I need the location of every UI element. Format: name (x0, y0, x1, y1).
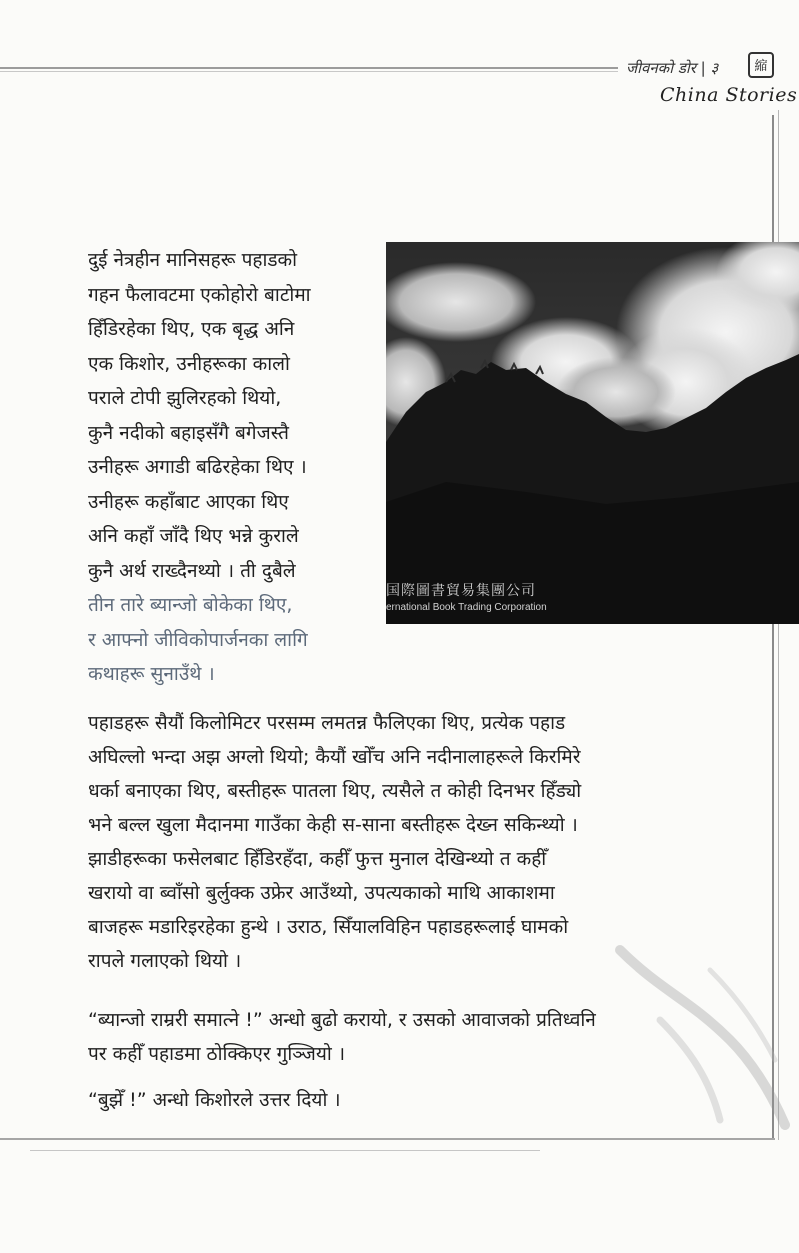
watermark-chinese: 国際圖書貿易集團公司 (386, 583, 536, 599)
text-line: उनीहरू अगाडी बढिरहेका थिए । (88, 456, 307, 478)
text-line: एक किशोर, उनीहरूका कालो (88, 352, 290, 375)
text-line: र आफ्नो जीविकोपार्जनका लागि (88, 628, 308, 651)
text-line: “बुझेँ !” अन्धो किशोरले उत्तर दियो । (88, 1089, 341, 1111)
text-line: पराले टोपी झुलिरहको थियो, (88, 387, 282, 409)
text-line: गहन फैलावटमा एकोहोरो बाटोमा (88, 283, 311, 306)
text-line: हिँडिरहेका थिए, एक बृद्ध अनि (88, 318, 295, 340)
header-rule (0, 67, 618, 69)
text-line: “ब्यान्जो राम्ररी समात्ने !” अन्धो बुढो करायो, र उसको आवाजको प्रतिध्वनि (88, 1009, 596, 1031)
header-rule-thin (0, 71, 618, 72)
ink-brush-decoration (600, 930, 790, 1130)
text-line: तीन तारे ब्यान्जो बोकेका थिए, (88, 594, 293, 616)
text-line: पर कहीँ पहाडमा ठोक्किएर गुञ्जियो । (88, 1043, 346, 1065)
text-line: अघिल्लो भन्दा अझ अग्लो थियो; कैयौं खोँच अनि नदीनालाहरूले किरमिरे (88, 746, 581, 768)
text-line: बाजहरू मडारिइरहेका हुन्थे । उराठ, सिँयालविहिन पहाडहरूलाई घामको (88, 916, 569, 938)
text-line: कथाहरू सुनाउँथे । (88, 663, 215, 685)
seal-logo: 縮 (748, 52, 774, 78)
text-line: कुनै नदीको बहाइसँगै बगेजस्तै (88, 421, 289, 444)
mountain-photo (386, 242, 799, 624)
text-line: रापले गलाएको थियो । (88, 950, 242, 972)
text-line: झाडीहरूका फसेलबाट हिँडिरहँदा, कहीँ फुत्त मुनाल देखिन्थ्यो त कहीँ (88, 848, 547, 870)
footer-rule (0, 1138, 775, 1140)
text-line: धर्का बनाएका थिए, बस्तीहरू पातला थिए, त्यसैले त कोही दिनभर हिँड्यो (88, 780, 582, 802)
text-line: खरायो वा ब्वाँसो बुर्लुक्क उफ्रेर आउँथ्यो, उपत्यकाको माथि आकाशमा (88, 882, 555, 904)
mountain-photo-drawing (386, 242, 799, 624)
text-line: कुनै अर्थ राख्दैनथ्यो । ती दुबैले (88, 559, 296, 582)
watermark-english: ernational Book Trading Corporation (386, 602, 547, 613)
footer-rule-thin (30, 1150, 540, 1151)
text-line: पहाडहरू सैयौं किलोमिटर परसम्म लमतन्न फैलिएका थिए, प्रत्येक पहाड (88, 712, 566, 734)
text-line: उनीहरू कहाँबाट आएका थिए (88, 490, 289, 513)
series-title: China Stories (660, 84, 798, 106)
intro-paragraph (88, 243, 373, 692)
text-line: भने बल्ल खुला मैदानमा गाउँका केही स-साना बस्तीहरू देख्न सकिन्थ्यो । (88, 814, 578, 836)
text-line: अनि कहाँ जाँदै थिए भन्ने कुराले (88, 525, 299, 547)
text-line: दुई नेत्रहीन मानिसहरू पहाडको (88, 249, 298, 271)
running-title: जीवनको डोर | ३ (626, 59, 719, 77)
